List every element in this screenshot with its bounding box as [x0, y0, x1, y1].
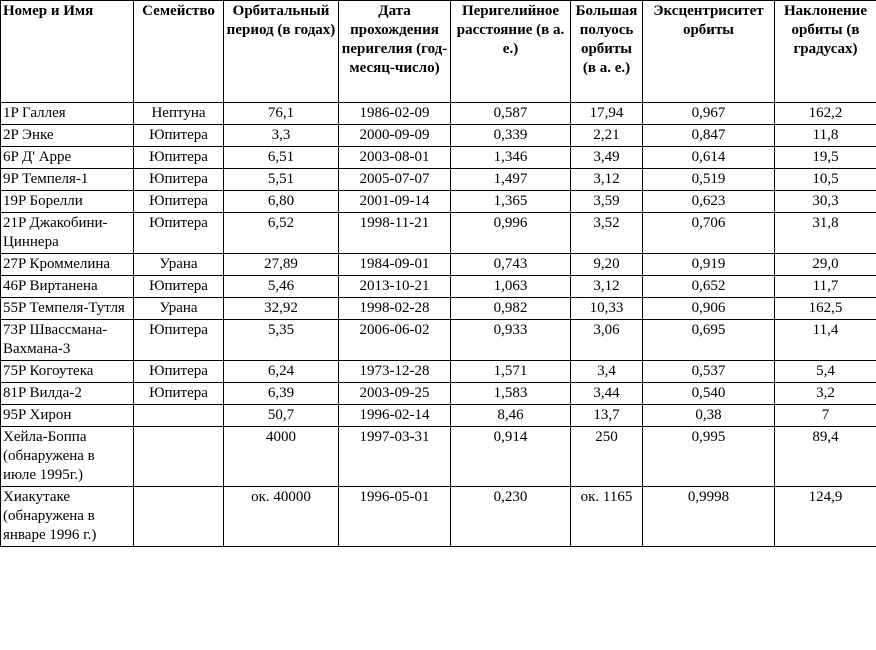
- cell-perihelion-date: 2006-06-02: [339, 320, 451, 361]
- cell-inclination: 30,3: [775, 191, 876, 213]
- cell-eccentricity: 0,906: [643, 298, 775, 320]
- cell-family: Юпитера: [134, 125, 224, 147]
- cell-family: Юпитера: [134, 383, 224, 405]
- cell-semimajor-axis: 13,7: [571, 405, 643, 427]
- cell-family: Юпитера: [134, 147, 224, 169]
- cell-period: 5,35: [224, 320, 339, 361]
- cell-period: 4000: [224, 427, 339, 487]
- cell-name: 21P Джакобини-Циннера: [1, 213, 134, 254]
- header-eccentricity: Эксцентриситет орбиты: [643, 1, 775, 103]
- cell-eccentricity: 0,537: [643, 361, 775, 383]
- cell-inclination: 11,8: [775, 125, 876, 147]
- cell-semimajor-axis: 3,44: [571, 383, 643, 405]
- cell-name: 27P Кроммелина: [1, 254, 134, 276]
- cell-name: 1P Галлея: [1, 103, 134, 125]
- cell-perihelion-distance: 0,230: [451, 487, 571, 547]
- cell-inclination: 10,5: [775, 169, 876, 191]
- header-perihelion-distance: Перигелийное расстояние (в а. е.): [451, 1, 571, 103]
- cell-perihelion-distance: 0,914: [451, 427, 571, 487]
- cell-semimajor-axis: 250: [571, 427, 643, 487]
- header-name: Номер и Имя: [1, 1, 134, 103]
- cell-perihelion-date: 1986-02-09: [339, 103, 451, 125]
- cell-perihelion-date: 2013-10-21: [339, 276, 451, 298]
- header-period: Орбитальный период (в годах): [224, 1, 339, 103]
- cell-family: [134, 405, 224, 427]
- table-row: [1, 276, 876, 298]
- cell-inclination: 5,4: [775, 361, 876, 383]
- cell-semimajor-axis: 3,49: [571, 147, 643, 169]
- cell-perihelion-date: 1996-05-01: [339, 487, 451, 547]
- cell-inclination: 89,4: [775, 427, 876, 487]
- cell-semimajor-axis: 17,94: [571, 103, 643, 125]
- cell-family: Урана: [134, 254, 224, 276]
- table-row: [1, 320, 876, 361]
- table-row: [1, 147, 876, 169]
- table-row: [1, 254, 876, 276]
- cell-eccentricity: 0,967: [643, 103, 775, 125]
- cell-inclination: 11,4: [775, 320, 876, 361]
- cell-perihelion-date: 1984-09-01: [339, 254, 451, 276]
- cell-name: Хейла-Боппа (обнаружена в июле 1995г.): [1, 427, 134, 487]
- cell-period: 76,1: [224, 103, 339, 125]
- cell-name: 2P Энке: [1, 125, 134, 147]
- cell-name: 81P Вилда-2: [1, 383, 134, 405]
- cell-family: Урана: [134, 298, 224, 320]
- cell-period: 50,7: [224, 405, 339, 427]
- cell-semimajor-axis: 3,06: [571, 320, 643, 361]
- table-row: [1, 103, 876, 125]
- cell-period: 6,80: [224, 191, 339, 213]
- cell-perihelion-date: 1998-02-28: [339, 298, 451, 320]
- cell-perihelion-distance: 1,346: [451, 147, 571, 169]
- header-perihelion-date: Дата прохождения перигелия (год-месяц-число): [339, 1, 451, 103]
- cell-perihelion-distance: 1,063: [451, 276, 571, 298]
- cell-eccentricity: 0,919: [643, 254, 775, 276]
- cell-perihelion-date: 1973-12-28: [339, 361, 451, 383]
- cell-perihelion-distance: 1,583: [451, 383, 571, 405]
- table-body: [1, 103, 876, 547]
- cell-family: Юпитера: [134, 213, 224, 254]
- cell-perihelion-distance: 1,365: [451, 191, 571, 213]
- cell-inclination: 162,2: [775, 103, 876, 125]
- cell-eccentricity: 0,695: [643, 320, 775, 361]
- cell-inclination: 29,0: [775, 254, 876, 276]
- cell-perihelion-distance: 0,982: [451, 298, 571, 320]
- cell-eccentricity: 0,614: [643, 147, 775, 169]
- header-semimajor-axis: Большая полуось орбиты (в а. е.): [571, 1, 643, 103]
- cell-name: 6P Д' Арре: [1, 147, 134, 169]
- cell-eccentricity: 0,519: [643, 169, 775, 191]
- cell-perihelion-distance: 8,46: [451, 405, 571, 427]
- header-family: Семейство: [134, 1, 224, 103]
- cell-eccentricity: 0,652: [643, 276, 775, 298]
- cell-inclination: 19,5: [775, 147, 876, 169]
- cell-perihelion-distance: 0,587: [451, 103, 571, 125]
- cell-period: 6,24: [224, 361, 339, 383]
- cell-perihelion-date: 2005-07-07: [339, 169, 451, 191]
- cell-semimajor-axis: 3,12: [571, 169, 643, 191]
- cell-semimajor-axis: 3,59: [571, 191, 643, 213]
- cell-family: Юпитера: [134, 191, 224, 213]
- cell-perihelion-distance: 0,743: [451, 254, 571, 276]
- cell-family: Юпитера: [134, 169, 224, 191]
- cell-name: 75P Когоутека: [1, 361, 134, 383]
- header-inclination: Наклонение орбиты (в градусах): [775, 1, 876, 103]
- cell-inclination: 31,8: [775, 213, 876, 254]
- cell-perihelion-distance: 0,996: [451, 213, 571, 254]
- cell-name: 46P Виртанена: [1, 276, 134, 298]
- table-row: [1, 427, 876, 487]
- cell-family: [134, 487, 224, 547]
- cell-period: 6,52: [224, 213, 339, 254]
- cell-inclination: 124,9: [775, 487, 876, 547]
- table-row: [1, 383, 876, 405]
- header-row: [1, 1, 876, 103]
- cell-family: Юпитера: [134, 361, 224, 383]
- cell-name: 73P Швассмана-Вахмана-3: [1, 320, 134, 361]
- cell-name: 95P Хирон: [1, 405, 134, 427]
- cell-name: 55P Темпеля-Тутля: [1, 298, 134, 320]
- cell-name: 19P Борелли: [1, 191, 134, 213]
- cell-perihelion-date: 1998-11-21: [339, 213, 451, 254]
- cell-eccentricity: 0,706: [643, 213, 775, 254]
- table-row: [1, 169, 876, 191]
- cell-semimajor-axis: 3,52: [571, 213, 643, 254]
- cell-semimajor-axis: 3,12: [571, 276, 643, 298]
- cell-period: 6,39: [224, 383, 339, 405]
- cell-inclination: 162,5: [775, 298, 876, 320]
- cell-period: ок. 40000: [224, 487, 339, 547]
- table-row: [1, 487, 876, 547]
- cell-period: 32,92: [224, 298, 339, 320]
- cell-name: Хиакутаке (обнаружена в январе 1996 г.): [1, 487, 134, 547]
- cell-period: 3,3: [224, 125, 339, 147]
- cell-family: Юпитера: [134, 276, 224, 298]
- cell-perihelion-distance: 0,339: [451, 125, 571, 147]
- table-row: [1, 213, 876, 254]
- table-row: [1, 405, 876, 427]
- table-row: [1, 361, 876, 383]
- table-row: [1, 191, 876, 213]
- cell-eccentricity: 0,540: [643, 383, 775, 405]
- cell-semimajor-axis: ок. 1165: [571, 487, 643, 547]
- cell-inclination: 3,2: [775, 383, 876, 405]
- cell-period: 5,51: [224, 169, 339, 191]
- cell-perihelion-date: 2000-09-09: [339, 125, 451, 147]
- cell-semimajor-axis: 3,4: [571, 361, 643, 383]
- table-row: [1, 125, 876, 147]
- cell-semimajor-axis: 9,20: [571, 254, 643, 276]
- table-row: [1, 298, 876, 320]
- cell-inclination: 11,7: [775, 276, 876, 298]
- cell-perihelion-distance: 0,933: [451, 320, 571, 361]
- cell-perihelion-date: 1996-02-14: [339, 405, 451, 427]
- cell-eccentricity: 0,995: [643, 427, 775, 487]
- cell-family: Нептуна: [134, 103, 224, 125]
- cell-semimajor-axis: 10,33: [571, 298, 643, 320]
- cell-family: Юпитера: [134, 320, 224, 361]
- cell-period: 6,51: [224, 147, 339, 169]
- cell-name: 9P Темпеля-1: [1, 169, 134, 191]
- cell-period: 27,89: [224, 254, 339, 276]
- cell-perihelion-distance: 1,497: [451, 169, 571, 191]
- cell-perihelion-distance: 1,571: [451, 361, 571, 383]
- cell-perihelion-date: 2001-09-14: [339, 191, 451, 213]
- cell-inclination: 7: [775, 405, 876, 427]
- cell-eccentricity: 0,623: [643, 191, 775, 213]
- cell-semimajor-axis: 2,21: [571, 125, 643, 147]
- cell-perihelion-date: 2003-08-01: [339, 147, 451, 169]
- cell-perihelion-date: 2003-09-25: [339, 383, 451, 405]
- cell-perihelion-date: 1997-03-31: [339, 427, 451, 487]
- cell-family: [134, 427, 224, 487]
- cell-period: 5,46: [224, 276, 339, 298]
- cell-eccentricity: 0,38: [643, 405, 775, 427]
- cell-eccentricity: 0,847: [643, 125, 775, 147]
- cell-eccentricity: 0,9998: [643, 487, 775, 547]
